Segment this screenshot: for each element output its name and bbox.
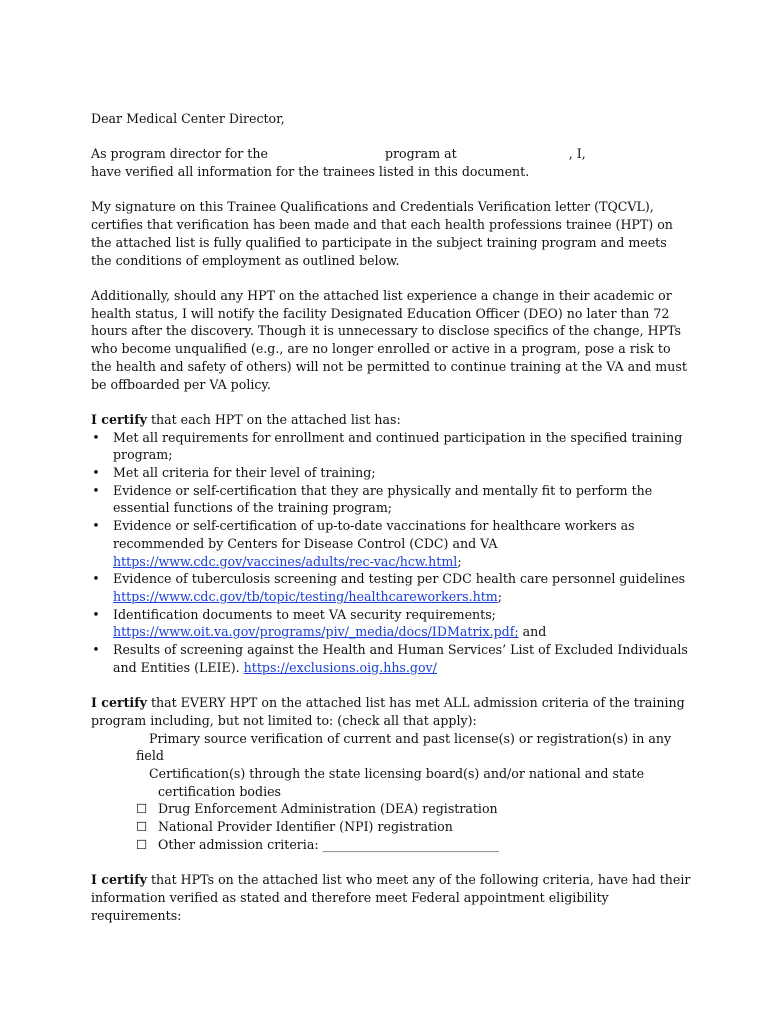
letter-body [91,110,691,924]
requirements-list [91,429,691,677]
list-item [91,570,691,605]
intro-text-3: , I, [568,146,586,162]
criteria-primary-source-cont [91,747,691,765]
bullet-icon: • [92,518,100,534]
list-item-text: Identification documents to meet VA security requirements; [113,606,496,622]
criteria-text: Drug Enforcement Administration (DEA) registration [158,801,498,817]
bullet-icon: • [92,429,100,445]
list-item [91,641,691,676]
intro-text-1: As program director for the [91,146,268,162]
checkbox-icon[interactable]: ☐ [136,836,148,852]
bullet-icon: • [92,571,100,587]
certify-1-text: that each HPT on the attached list has: [146,411,401,427]
list-item-text: Results of screening against the Health and Human Services’ List of Excluded Individuals and Entities (LEIE). [113,642,688,675]
list-item-suffix: ; [497,588,503,604]
list-item-text: Met all criteria for their level of training; [113,465,376,480]
bullet-icon: • [92,642,100,658]
list-item-suffix: and [518,624,547,640]
intro-paragraph [91,145,691,180]
certify-section-1 [91,411,691,677]
certify-2-text: that EVERY HPT on the attached list has met ALL admission criteria of the training program including, but not limited to: (check all that apply): [91,695,685,728]
certify-1-bold: I certify [91,411,147,427]
criteria-text: Certification(s) through the state licensing board(s) and/or national and state [149,765,645,781]
list-item [91,464,691,482]
certify-section-2 [91,694,691,853]
intro-line-2: have verified all information for the trainees listed in this document. [91,164,530,180]
list-item [91,429,691,464]
criteria-text: field [136,748,164,764]
signature-paragraph: My signature on this Trainee Qualifications and Credentials Verification letter (TQCVL), certifies that verification has been made and that each health professions trainee (HPT) on the attached list is fully qualified to participate in the subject training program and meets the conditions of employment as outlined below. [91,199,673,268]
criteria-other [91,836,691,854]
va-id-matrix-link[interactable]: https://www.oit.va.gov/programs/piv/_media/docs/IDMatrix.pdf; [113,624,519,640]
bullet-icon: • [92,606,100,622]
criteria-primary-source[interactable] [91,730,691,748]
criteria-text: National Provider Identifier (NPI) registration [158,819,453,835]
certify-3-paragraph [91,871,691,924]
criteria-text: Other admission criteria: ____________________________ [158,836,499,852]
list-item [91,482,691,517]
list-item-text: Evidence or self-certification of up-to-date vaccinations for healthcare workers as recommended by Centers for Disease Control (CDC) and VA [113,518,635,551]
criteria-dea [91,800,691,818]
certify-2-heading [91,694,691,729]
criteria-certifications-cont [91,783,691,801]
bullet-icon: • [92,482,100,498]
criteria-certifications[interactable] [91,765,691,783]
admission-criteria-list [91,730,691,854]
certify-2-bold: I certify [91,695,147,711]
bullet-icon: • [92,465,100,480]
list-item [91,517,691,570]
certify-1-heading [91,411,691,429]
list-item-text: Evidence or self-certification that they are physically and mentally fit to perform the essential functions of the training program; [113,482,653,516]
cdc-vaccines-link[interactable]: https://www.cdc.gov/vaccines/adults/rec-vac/hcw.html [113,553,458,569]
criteria-text: certification bodies [158,783,282,799]
additionally-paragraph: Additionally, should any HPT on the attached list experience a change in their academic or health status, I will notify the facility Designated Education Officer (DEO) no later than 72 hours after the discovery. Though it is unnecessary to disclose specifics of the change, HPTs who become unqualified (e.g., are no longer enrolled or active in a program, pose a risk to the health and safety of others) will not be permitted to continue training at the VA and must be offboarded per VA policy. [91,287,687,392]
leie-exclusions-link[interactable]: https://exclusions.oig.hhs.gov/ [243,659,437,675]
list-item-suffix: ; [457,553,462,569]
list-item [91,606,691,641]
list-item-text: Evidence of tuberculosis screening and testing per CDC health care personnel guidelines [113,571,686,587]
criteria-npi [91,818,691,836]
criteria-text: Primary source verification of current and past license(s) or registration(s) in any [149,730,672,746]
intro-text-2: program at [384,146,457,162]
certify-3-bold: I certify [91,872,147,888]
list-item-text: Met all requirements for enrollment and continued participation in the specified training program; [113,429,683,463]
certify-3-text: that HPTs on the attached list who meet any of the following criteria, have had their information verified as stated and therefore meet Federal appointment eligibility requirements: [91,872,691,923]
cdc-tb-link[interactable]: https://www.cdc.gov/tb/topic/testing/healthcareworkers.htm [113,588,498,604]
salutation: Dear Medical Center Director, [91,111,285,126]
checkbox-icon[interactable]: ☐ [136,801,148,817]
checkbox-icon[interactable]: ☐ [136,819,148,835]
